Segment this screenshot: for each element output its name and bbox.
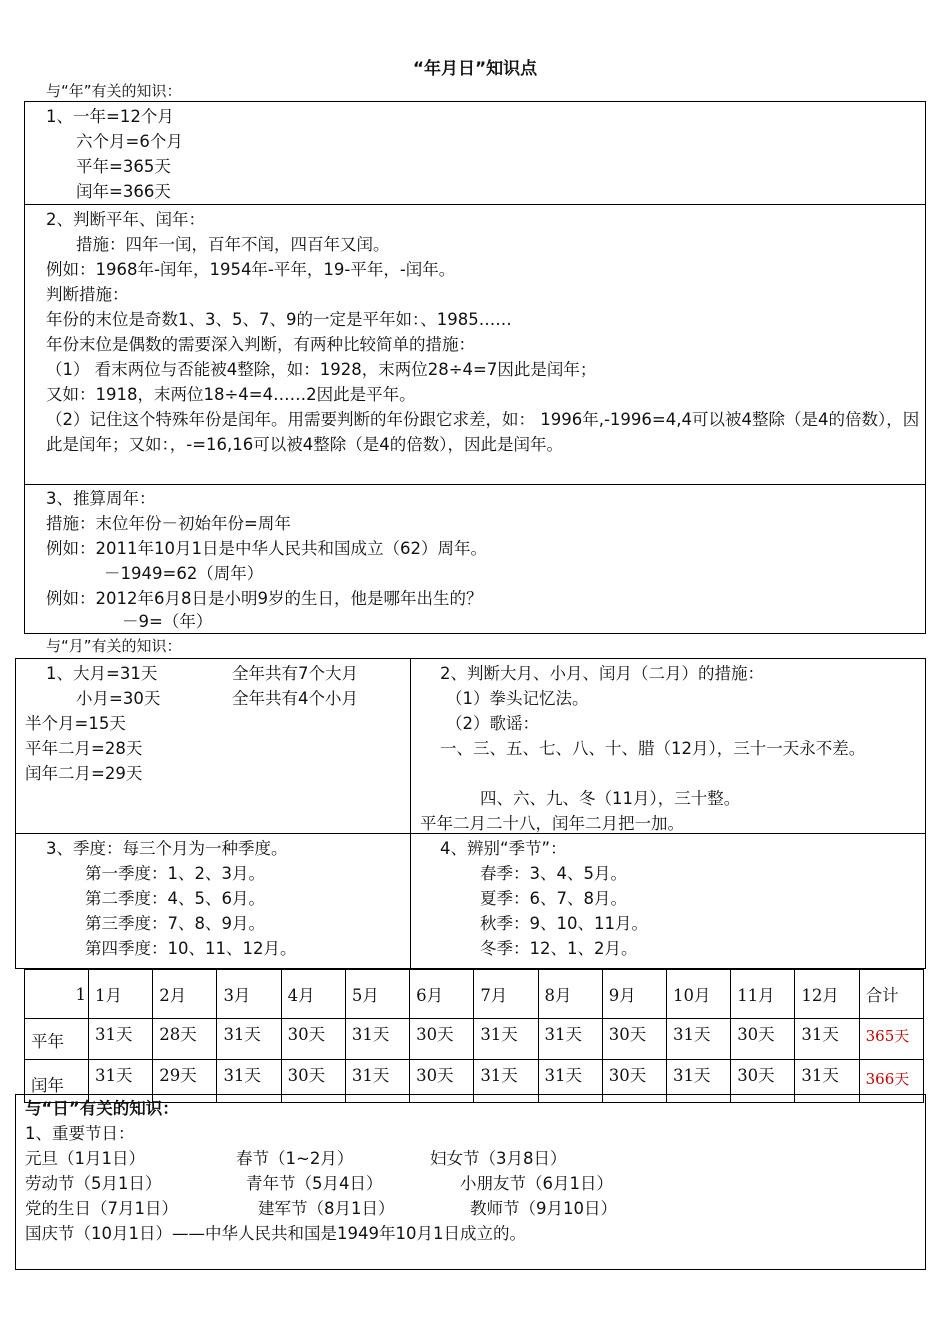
year-fact-2: 六个月=6个月 bbox=[76, 132, 183, 151]
festival-teachers-day: 教师节（9月10日） bbox=[470, 1199, 617, 1218]
festival-youth-day: 青年节（5月4日） bbox=[246, 1174, 383, 1193]
year-section-heading: 与“年”有关的知识： bbox=[46, 82, 182, 100]
header-month-5: 5月 bbox=[345, 970, 409, 1019]
leap-heading: 2、判断平年、闰年： bbox=[46, 210, 205, 229]
anniversary-example-2: 例如：2012年6月8日是小明9岁的生日，他是哪年出生的？ bbox=[46, 589, 483, 608]
table-cell: 30天 bbox=[281, 1060, 345, 1103]
total-leap-year: 366天 bbox=[859, 1060, 923, 1103]
table-cell: 31天 bbox=[217, 1019, 281, 1060]
header-month-10: 10月 bbox=[666, 970, 730, 1019]
table-cell: 31天 bbox=[538, 1060, 602, 1103]
day-section-heading: 与“日”有关的知识： bbox=[25, 1099, 179, 1118]
anniversary-heading: 3、推算周年： bbox=[46, 489, 156, 508]
festival-heading: 1、重要节日： bbox=[25, 1124, 135, 1143]
table-cell: 30天 bbox=[731, 1019, 795, 1060]
header-total: 合计 bbox=[859, 970, 923, 1019]
table-cell: 31天 bbox=[795, 1019, 859, 1060]
header-month-1: 1月 bbox=[89, 970, 153, 1019]
leap-method-1-example: 又如：1918，末两位18÷4=4……2因此是平年。 bbox=[46, 385, 416, 404]
festival-womens-day: 妇女节（3月8日） bbox=[430, 1149, 567, 1168]
year-divider-1 bbox=[24, 204, 926, 205]
table-cell: 28天 bbox=[153, 1019, 217, 1060]
festival-childrens-day: 小朋友节（6月1日） bbox=[460, 1174, 613, 1193]
anniversary-calc-2: －9=（年） bbox=[122, 612, 213, 631]
year-divider-2 bbox=[24, 484, 926, 485]
header-month-3: 3月 bbox=[217, 970, 281, 1019]
table-cell: 30天 bbox=[281, 1019, 345, 1060]
header-month-11: 11月 bbox=[731, 970, 795, 1019]
leap-method-heading: 判断措施： bbox=[46, 285, 129, 304]
table-cell: 30天 bbox=[410, 1060, 474, 1103]
table-cell: 30天 bbox=[410, 1019, 474, 1060]
table-cell: 31天 bbox=[795, 1060, 859, 1103]
festival-army-day: 建军节（8月1日） bbox=[258, 1199, 395, 1218]
rhyme-big-months: 一、三、五、七、八、十、腊（12月），三十一天永不差。 bbox=[440, 739, 866, 758]
row-label-leap-year: 闰年 bbox=[25, 1060, 89, 1103]
anniversary-rule: 措施：末位年份－初始年份=周年 bbox=[46, 514, 291, 533]
common-february: 平年二月=28天 bbox=[25, 739, 143, 758]
header-month-6: 6月 bbox=[410, 970, 474, 1019]
header-month-2: 2月 bbox=[153, 970, 217, 1019]
season-heading: 4、辨别“季节”： bbox=[440, 839, 567, 858]
season-autumn: 秋季：9、10、11月。 bbox=[480, 914, 648, 933]
quarter-1: 第一季度：1、2、3月。 bbox=[85, 864, 265, 883]
half-month: 半个月=15天 bbox=[25, 714, 126, 733]
leap-method-1: （1） 看末两位与否能被4整除，如：1928，末两位28÷4=7因此是闰年； bbox=[46, 360, 597, 379]
header-month-8: 8月 bbox=[538, 970, 602, 1019]
month-section-heading: 与“月”有关的知识： bbox=[46, 637, 182, 655]
table-cell: 31天 bbox=[217, 1060, 281, 1103]
anniversary-calc-1: －1949=62（周年） bbox=[104, 564, 264, 583]
header-month-12: 12月 bbox=[795, 970, 859, 1019]
festival-labor-day: 劳动节（5月1日） bbox=[25, 1174, 162, 1193]
festival-national-day: 国庆节（10月1日）——中华人民共和国是1949年10月1日成立的。 bbox=[25, 1224, 526, 1243]
leap-even-rule: 年份末位是偶数的需要深入判断，有两种比较简单的措施： bbox=[46, 335, 475, 354]
header-month-4: 4月 bbox=[281, 970, 345, 1019]
quarter-heading: 3、季度：每三个月为一种季度。 bbox=[46, 839, 288, 858]
year-fact-1: 1、一年=12个月 bbox=[46, 107, 174, 126]
year-fact-3: 平年=365天 bbox=[76, 157, 171, 176]
small-month: 小月=30天 bbox=[76, 689, 161, 708]
judge-heading: 2、判断大月、小月、闰月（二月）的措施： bbox=[440, 664, 764, 683]
leap-february: 闰年二月=29天 bbox=[25, 764, 143, 783]
table-header-row bbox=[25, 970, 924, 1019]
total-common-year: 365天 bbox=[859, 1019, 923, 1060]
season-winter: 冬季：12、1、2月。 bbox=[480, 939, 638, 958]
month-days-table bbox=[24, 969, 924, 1103]
header-month-7: 7月 bbox=[474, 970, 538, 1019]
small-month-count: 全年共有4个小月 bbox=[232, 689, 358, 708]
table-cell: 31天 bbox=[345, 1060, 409, 1103]
table-cell: 29天 bbox=[153, 1060, 217, 1103]
header-month-9: 9月 bbox=[602, 970, 666, 1019]
rhyme-february: 平年二月二十八，闰年二月把一加。 bbox=[420, 814, 684, 833]
table-cell: 31天 bbox=[89, 1060, 153, 1103]
table-cell: 31天 bbox=[474, 1019, 538, 1060]
season-summer: 夏季：6、7、8月。 bbox=[480, 889, 627, 908]
judge-method-1: （1）拳头记忆法。 bbox=[446, 689, 589, 708]
leap-rule: 措施：四年一闰，百年不闰，四百年又闰。 bbox=[76, 235, 390, 254]
table-cell: 31天 bbox=[538, 1019, 602, 1060]
anniversary-example-1: 例如：2011年10月1日是中华人民共和国成立（62）周年。 bbox=[46, 539, 487, 558]
table-cell: 30天 bbox=[731, 1060, 795, 1103]
big-month-count: 全年共有7个大月 bbox=[232, 664, 358, 683]
table-cell: 31天 bbox=[666, 1019, 730, 1060]
season-spring: 春季：3、4、5月。 bbox=[480, 864, 627, 883]
big-month: 1、大月=31天 bbox=[46, 664, 158, 683]
table-row-common-year bbox=[25, 1019, 924, 1060]
table-corner: 1 bbox=[25, 970, 89, 1019]
table-cell: 31天 bbox=[474, 1060, 538, 1103]
table-cell: 31天 bbox=[89, 1019, 153, 1060]
table-cell: 31天 bbox=[666, 1060, 730, 1103]
row-label-common-year: 平年 bbox=[25, 1019, 89, 1060]
festival-new-year: 元旦（1月1日） bbox=[25, 1149, 145, 1168]
page-title: “年月日”知识点 bbox=[412, 59, 538, 79]
quarter-3: 第三季度：7、8、9月。 bbox=[85, 914, 265, 933]
quarter-2: 第二季度：4、5、6月。 bbox=[85, 889, 265, 908]
festival-spring: 春节（1~2月） bbox=[236, 1149, 354, 1168]
leap-method-2: （2）记住这个特殊年份是闰年。用需要判断的年份跟它求差，如： 1996年,-1996=4,4可以被4整除（是4的倍数），因此是闰年；又如：，-=16,16可以被4整除（是4的倍数），因此是闰年。 bbox=[46, 410, 920, 454]
festival-party-birthday: 党的生日（7月1日） bbox=[25, 1199, 178, 1218]
leap-example: 例如：1968年-闰年，1954年-平年，19-平年，-闰年。 bbox=[46, 260, 456, 279]
month-divider-vertical bbox=[410, 658, 411, 969]
table-cell: 30天 bbox=[602, 1019, 666, 1060]
rhyme-small-months: 四、六、九、冬（11月），三十整。 bbox=[480, 789, 741, 808]
leap-odd-rule: 年份的末位是奇数1、3、5、7、9的一定是平年如：、1985…… bbox=[46, 310, 512, 329]
table-cell: 30天 bbox=[602, 1060, 666, 1103]
judge-method-2: （2）歌谣： bbox=[446, 714, 539, 733]
year-fact-4: 闰年=366天 bbox=[76, 182, 171, 201]
quarter-4: 第四季度：10、11、12月。 bbox=[85, 939, 297, 958]
table-cell: 31天 bbox=[345, 1019, 409, 1060]
